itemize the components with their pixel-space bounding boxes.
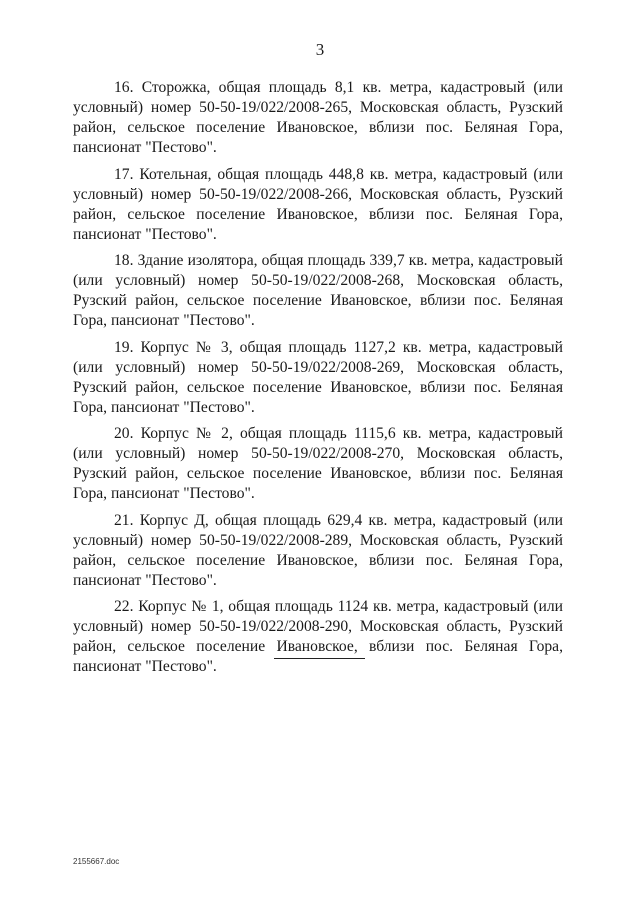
list-item: 19. Корпус № 3, общая площадь 1127,2 кв. метра, кадастровый (или условный) номер 50-50-19/022/2008-269, Московская область, Рузский район, сельское поселение Ивановское, вблизи пос. Беляная Гора, пансионат "Пестово". bbox=[73, 338, 563, 416]
footer-filename: 2155667.doc bbox=[73, 857, 120, 866]
document-body bbox=[73, 78, 563, 684]
list-item: 18. Здание изолятора, общая площадь 339,7 кв. метра, кадастровый (или условный) номер 50-50-19/022/2008-268, Московская область, Рузский район, сельское поселение Ивановское, вблизи пос. Беляная Гора, пансионат "Пестово". bbox=[73, 252, 563, 329]
page-number: 3 bbox=[315, 40, 325, 59]
list-item: 17. Котельная, общая площадь 448,8 кв. метра, кадастровый (или условный) номер 50-50-19/022/2008-266, Московская область, Рузский район, сельское поселение Ивановское, вблизи пос. Беляная Гора, пансионат "Пестово". bbox=[73, 165, 563, 243]
list-item: 20. Корпус № 2, общая площадь 1115,6 кв. метра, кадастровый (или условный) номер 50-50-19/022/2008-270, Московская область, Рузский район, сельское поселение Ивановское, вблизи пос. Беляная Гора, пансионат "Пестово". bbox=[73, 425, 563, 502]
list-item: 21. Корпус Д, общая площадь 629,4 кв. метра, кадастровый (или условный) номер 50-50-19/022/2008-289, Московская область, Рузский район, сельское поселение Ивановское, вблизи пос. Беляная Гора, пансионат "Пестово". bbox=[73, 511, 563, 589]
end-divider bbox=[274, 658, 365, 659]
list-item: 16. Сторожка, общая площадь 8,1 кв. метра, кадастровый (или условный) номер 50-50-19/022/2008-265, Московская область, Рузский район, сельское поселение Ивановское, вблизи пос. Беляная Гора, пансионат "Пестово". bbox=[73, 79, 563, 156]
list-item: 22. Корпус № 1, общая площадь 1124 кв. метра, кадастровый (или условный) номер 50-50-19/022/2008-290, Московская область, Рузский район, сельское поселение Ивановское, вблизи пос. Беляная Гора, пансионат "Пестово". bbox=[73, 598, 563, 675]
